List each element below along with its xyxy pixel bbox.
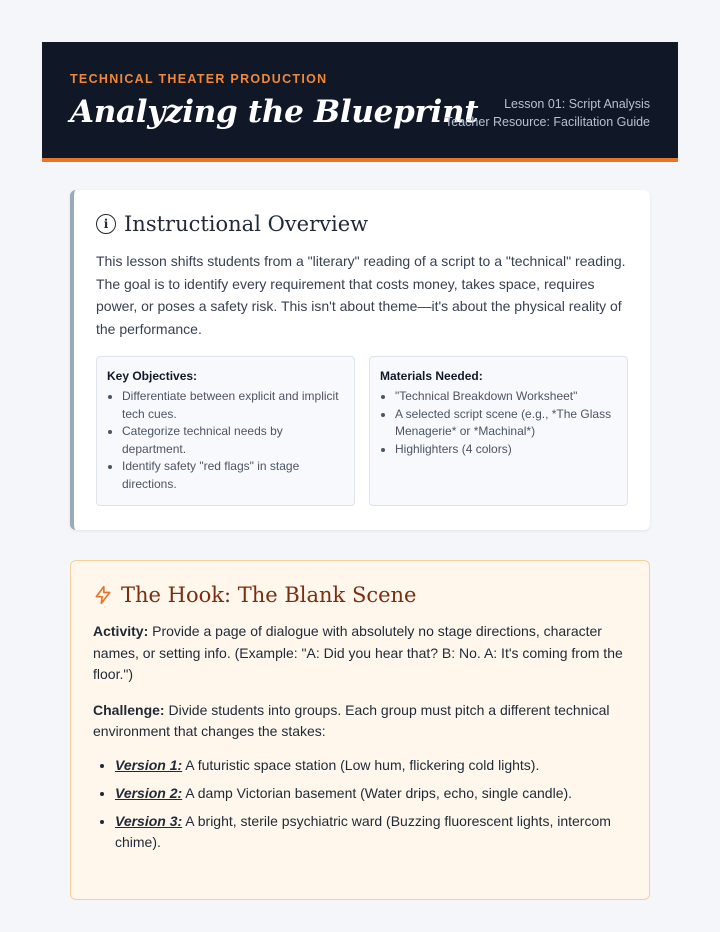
overview-text: This lesson shifts students from a "literary" reading of a script to a "technical" reading. The goal is to identify every requirement that costs money, takes space, requires power, or poses a safety risk. This isn't about theme—it's about the physical reality of the performance. <box>96 253 626 337</box>
version-label: Version 2: <box>115 784 183 801</box>
challenge-text: Divide students into groups. Each group must pitch a different technical environment that changes the stakes: <box>93 701 610 739</box>
list-item: • "Technical Breakdown Worksheet" <box>395 388 617 406</box>
version-text: A bright, sterile psychiatric ward (Buzzing fluorescent lights, intercom chime). <box>115 812 611 850</box>
list-item <box>115 811 627 854</box>
list-item: • Categorize technical needs by department. <box>122 423 344 458</box>
hook-heading <box>93 583 627 607</box>
info-icon: i <box>96 214 116 234</box>
lightning-icon <box>93 585 113 605</box>
objectives-box <box>96 356 355 506</box>
list-item: • Identify safety "red flags" in stage directions. <box>122 458 344 493</box>
overview-title: Instructional Overview <box>124 212 369 236</box>
list-item <box>115 783 627 805</box>
challenge-label: Challenge: <box>93 701 165 718</box>
activity-label: Activity: <box>93 623 149 639</box>
versions-list <box>93 755 627 854</box>
list-item <box>115 755 627 777</box>
challenge-paragraph <box>93 700 627 743</box>
objectives-list <box>107 388 344 493</box>
activity-paragraph <box>93 621 627 686</box>
overview-card <box>70 190 650 530</box>
course-eyebrow: TECHNICAL THEATER PRODUCTION <box>70 72 328 86</box>
version-text: A damp Victorian basement (Water drips, echo, single candle). <box>182 784 573 801</box>
page-header <box>42 42 678 162</box>
hook-card <box>70 560 650 900</box>
page-title: Analyzing the Blueprint <box>70 94 479 130</box>
version-label: Version 1: <box>115 756 183 773</box>
materials-title: Materials Needed: <box>380 369 483 383</box>
hook-title: The Hook: The Blank Scene <box>121 583 417 607</box>
list-item: • Highlighters (4 colors) <box>395 441 617 459</box>
lesson-meta-line2: Teacher Resource: Facilitation Guide <box>445 115 650 129</box>
version-label: Version 3: <box>115 812 183 829</box>
version-text: A futuristic space station (Low hum, flickering cold lights). <box>182 756 540 773</box>
activity-text: Provide a page of dialogue with absolutely no stage directions, character names, or setting info. (Example: "A: Did you hear that? B: No. A: It's coming from the floor.") <box>93 623 623 682</box>
list-item: • A selected script scene (e.g., *The Glass Menagerie* or *Machinal*) <box>395 406 617 441</box>
lesson-meta-line1: Lesson 01: Script Analysis <box>504 97 650 111</box>
lesson-meta <box>445 95 650 131</box>
materials-box <box>369 356 628 506</box>
objectives-title: Key Objectives: <box>107 369 198 383</box>
overview-boxes <box>96 356 628 506</box>
overview-heading <box>96 212 628 236</box>
materials-list <box>380 388 617 458</box>
list-item: • Differentiate between explicit and implicit tech cues. <box>122 388 344 423</box>
